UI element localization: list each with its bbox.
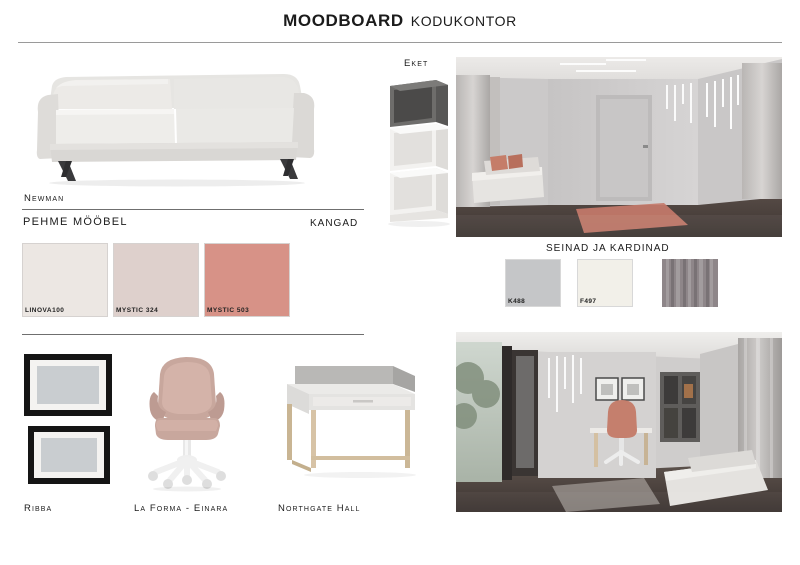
page-subtitle: KODUKONTOR xyxy=(410,13,517,29)
wall-swatch xyxy=(577,259,633,307)
wall-swatch-label: K488 xyxy=(508,298,526,305)
fabric-swatch-label: MYSTIC 324 xyxy=(116,307,159,314)
header-divider xyxy=(18,42,782,43)
divider-upholstery xyxy=(22,209,364,210)
fabric-swatch xyxy=(22,243,108,317)
section-label-walls-curtains: SEINAD JA KARDINAD xyxy=(546,243,670,254)
render-hallway-image xyxy=(456,57,782,237)
wall-swatch-label: F497 xyxy=(580,298,597,305)
eket-image xyxy=(378,72,458,232)
wall-swatch xyxy=(505,259,561,307)
ribba-label: Ribba xyxy=(24,503,53,514)
section-label-fabrics: KANGAD xyxy=(310,218,359,229)
page-header xyxy=(0,0,800,42)
eket-label: Eket xyxy=(404,58,429,69)
desk-label: Northgate Hall xyxy=(278,503,361,514)
divider-lower xyxy=(22,334,364,335)
curtain-swatch xyxy=(662,259,718,307)
section-label-upholstery: PEHME MÖÖBEL xyxy=(23,216,128,228)
desk-image xyxy=(275,360,435,490)
fabric-swatch-label: MYSTIC 503 xyxy=(207,307,250,314)
sofa-image xyxy=(22,62,322,187)
render-office-image xyxy=(456,332,782,512)
sofa-label: Newman xyxy=(24,193,65,204)
ribba-frames-image xyxy=(22,350,122,490)
fabric-swatch xyxy=(204,243,290,317)
page-title: MOODBOARD xyxy=(283,11,404,30)
office-chair-image xyxy=(132,352,242,492)
fabric-swatch-label: LINOVA100 xyxy=(25,307,65,314)
fabric-swatch xyxy=(113,243,199,317)
chair-label: La Forma - Einara xyxy=(134,503,229,514)
